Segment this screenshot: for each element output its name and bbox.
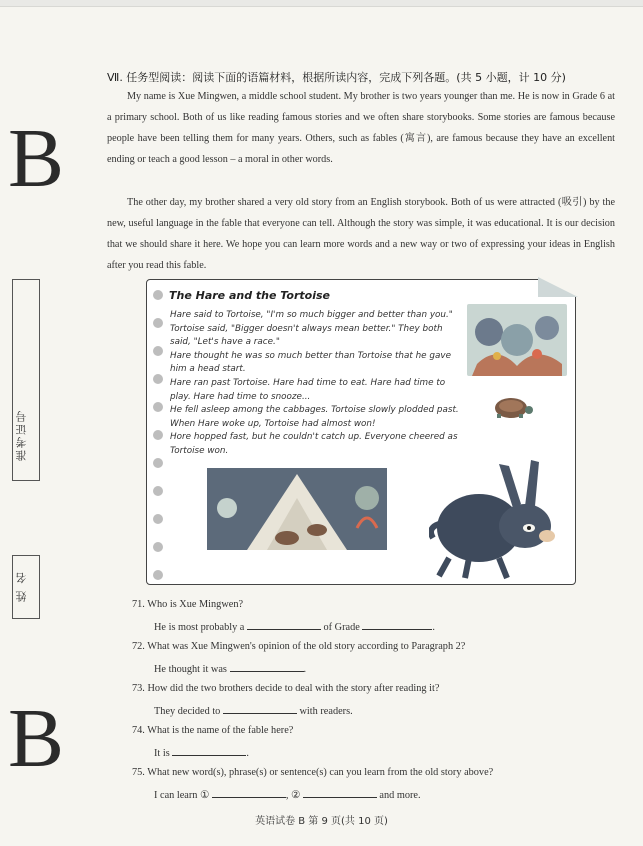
name-label: 姓 名 [15, 570, 28, 602]
page-fold-corner [538, 277, 578, 297]
answer-74 [154, 746, 249, 759]
notebook-dot [153, 374, 163, 384]
question-72: 72. What was Xue Mingwen's opinion of the old story according to Paragraph 2? [132, 641, 466, 652]
fable-card-frame [146, 279, 576, 585]
exam-page [0, 6, 643, 846]
question-71: 71. Who is Xue Mingwen? [132, 599, 244, 610]
fable-line: Hare thought he was so much better than Tortoise that he gave him a head start. [170, 350, 451, 375]
answer-71-prefix: He is most probably a [154, 622, 245, 633]
answer-71 [154, 620, 435, 633]
page-footer: 英语试卷 B 第 9 页(共 10 页) [255, 816, 388, 827]
passage-paragraph-1 [107, 86, 615, 170]
paragraph-1-text: My name is Xue Mingwen, a middle school student. My brother is two years younger than me. He is now in Grade 6 at a primary school. Both of us like reading famous stories and we often share storybooks. Some stories are famous because people have been telling them for many years. Others, such as fables (寓言), are famous because they have an excellent ending or teach a good lesson – a moral in other words. [107, 91, 615, 165]
question-73: 73. How did the two brothers decide to deal with the story after reading it? [132, 683, 440, 694]
notebook-dot [153, 542, 163, 552]
fable-title: The Hare and the Tortoise [169, 289, 330, 302]
fable-line: He fell asleep among the cabbages. Tortoise slowly plodded past. When Hare woke up, Tortoise had almost won! [170, 405, 459, 429]
fable-card [146, 279, 576, 585]
notebook-dot [153, 514, 163, 524]
question-74: 74. What is the name of the fable here? [132, 725, 294, 736]
answer-75-middle: , ② [285, 790, 301, 801]
paper-version-letter-top: B [8, 112, 65, 205]
notebook-dot [153, 346, 163, 356]
fable-line: Hare said to Tortoise, "I'm so much bigger and better than you." Tortoise said, "Bigger doesn't always mean better." They both said, "Let's have a race." [170, 310, 453, 348]
fable-story [170, 309, 460, 459]
race-scene-illustration [207, 468, 387, 550]
fable-line: Hare ran past Tortoise. Hare had time to eat. Hare had time to play. Hare had time to snooze... [170, 377, 446, 402]
notebook-dot [153, 486, 163, 496]
notebook-dot [153, 430, 163, 440]
answer-71-middle: of Grade [323, 622, 360, 633]
paragraph-2-text: The other day, my brother shared a very old story from an English storybook. Both of us were attracted (吸引) by the new, useful language in the fable that everyone can tell. Although the story was simple, it was educational. It is our decision that we should share it here. We hope you can learn more words and a new way or two of expressing your ideas in English after you read this fable. [107, 197, 615, 271]
answer-71-blank-2[interactable] [362, 620, 432, 630]
answer-72-prefix: He thought it was [154, 664, 227, 675]
garden-illustration [467, 304, 567, 376]
answer-75 [154, 788, 421, 801]
answer-74-prefix: It is [154, 748, 170, 759]
answer-73-prefix: They decided to [154, 706, 221, 717]
answer-72-blank[interactable] [230, 662, 304, 672]
notebook-dot [153, 290, 163, 300]
fable-line: Hore hopped fast, but he couldn't catch up. Everyone cheered as Tortoise won. [170, 432, 458, 456]
passage-paragraph-2 [107, 192, 615, 276]
answer-74-blank[interactable] [172, 746, 246, 756]
answer-73 [154, 704, 353, 717]
question-75: 75. What new word(s), phrase(s) or sentence(s) can you learn from the old story above? [132, 767, 494, 778]
answer-71-blank-1[interactable] [247, 620, 321, 630]
answer-75-end: and more. [379, 790, 421, 801]
notebook-dot [153, 570, 163, 580]
answer-72-end: . [303, 664, 307, 675]
paper-version-letter-bottom: B [8, 692, 65, 785]
answer-73-end: with readers. [299, 706, 353, 717]
notebook-dot [153, 402, 163, 412]
answer-72 [154, 662, 306, 675]
hare-illustration [429, 458, 565, 580]
answer-75-blank-1[interactable] [212, 788, 286, 798]
answer-74-end: . [246, 748, 249, 759]
notebook-dot [153, 318, 163, 328]
small-tortoise-illustration [489, 392, 539, 420]
notebook-dot [153, 458, 163, 468]
exam-id-label: 准考证号 [15, 409, 28, 461]
answer-71-end: . [432, 622, 435, 633]
answer-75-blank-2[interactable] [303, 788, 377, 798]
answer-75-prefix: I can learn ① [154, 790, 210, 801]
answer-73-blank[interactable] [223, 704, 297, 714]
section-header: Ⅶ. 任务型阅读：阅读下面的语篇材料，根据所读内容，完成下列各题。(共 5 小题，计 10 分) [107, 71, 566, 84]
